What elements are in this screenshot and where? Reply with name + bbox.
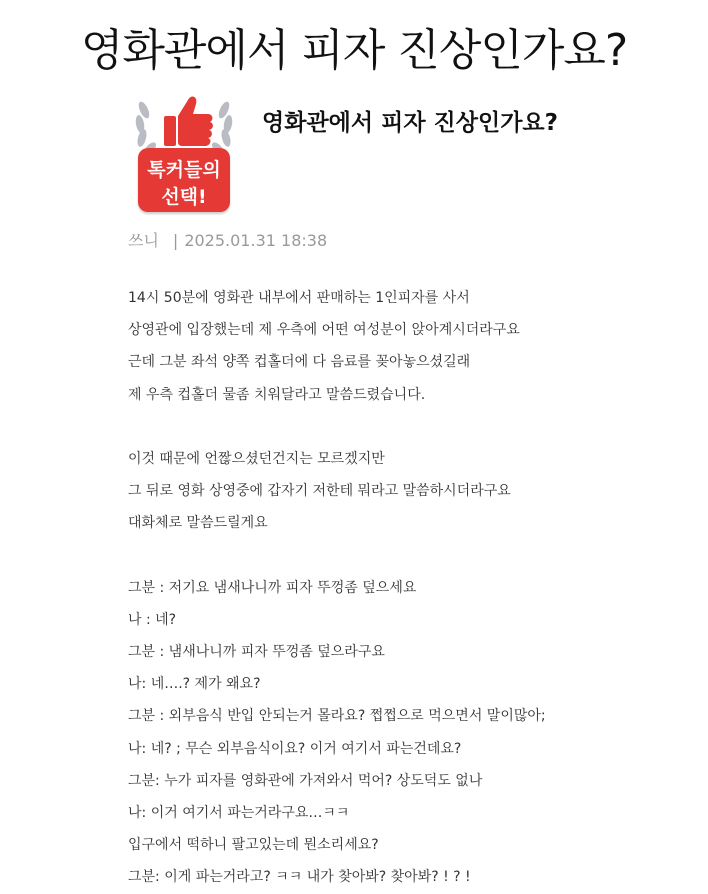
page-headline: 영화관에서 피자 진상인가요? — [80, 25, 628, 76]
body-line: 근데 그분 좌석 양쪽 컵홀더에 다 음료를 꽂아놓으셨길래 — [128, 354, 471, 371]
body-line: 나 : 네? — [128, 611, 177, 628]
post-meta — [128, 228, 327, 251]
body-line: 그분: 이게 파는거라고? ㅋㅋ 내가 찾아봐? 찾아봐? ! ? ! — [128, 869, 471, 886]
body-line: 그분: 누가 피자를 영화관에 가져와서 먹어? 상도덕도 없나 — [128, 772, 483, 789]
badge-label — [138, 148, 230, 212]
body-line: 14시 50분에 영화관 내부에서 판매하는 1인피자를 사서 — [128, 290, 470, 306]
author-name[interactable]: 쓰니 — [128, 231, 159, 250]
tokker-choice-badge — [130, 88, 238, 214]
body-line: 그 뒤로 영화 상영중에 갑자기 저한테 뭐라고 말씀하시더라구요 — [128, 483, 511, 500]
paragraph-gap — [128, 411, 688, 443]
body-line: 대화체로 말씀드릴게요 — [128, 515, 268, 532]
body-line: 그분 : 냄새나니까 피자 뚜껑좀 덮으라구요 — [128, 644, 385, 661]
body-line: 입구에서 떡하니 팔고있는데 뭔소리세요? — [128, 837, 379, 854]
post-date: 2025.01.31 18:38 — [184, 231, 328, 250]
body-line: 그분 : 외부음식 반입 안되는거 몰라요? 쩝쩝으로 먹으면서 말이많아; — [128, 708, 546, 725]
paragraph-gap — [128, 540, 688, 572]
body-line: 이것 때문에 언짢으셨던건지는 모르겠지만 — [128, 450, 385, 467]
body-line: 상영관에 입장했는데 제 우측에 어떤 여성분이 앉아계시더라구요 — [128, 322, 520, 339]
meta-separator: | — [172, 231, 179, 250]
body-line: 그분 : 저기요 냄새나니까 피자 뚜껑좀 덮으세요 — [128, 579, 417, 596]
badge-line-2: 선택! — [161, 186, 207, 208]
body-line: 나: 네? ; 무슨 외부음식이요? 이거 여기서 파는건데요? — [128, 740, 462, 757]
post-title: 영화관에서 피자 진상인가요? — [262, 110, 558, 136]
badge-line-1: 톡커들의 — [147, 159, 221, 181]
post-body — [128, 282, 688, 894]
body-line: 나: 이거 여기서 파는거라구요…ㅋㅋ — [128, 805, 350, 821]
body-line: 나: 네….? 제가 왜요? — [128, 676, 261, 693]
body-line: 제 우측 컵홀더 물좀 치워달라고 말씀드렸습니다. — [128, 386, 426, 403]
